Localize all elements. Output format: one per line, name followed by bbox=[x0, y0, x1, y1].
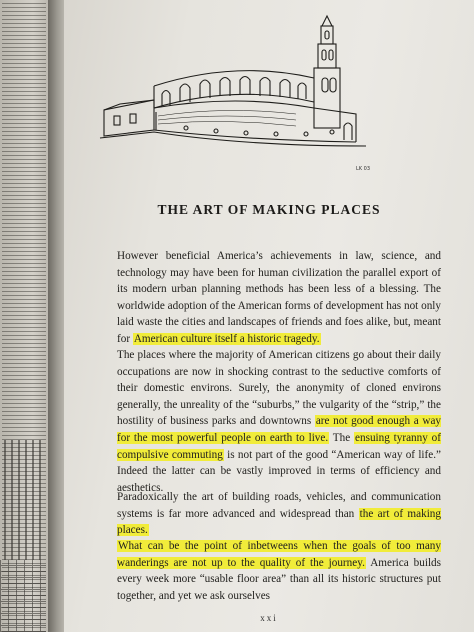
facing-page-colonnade bbox=[4, 440, 44, 560]
chapter-title: THE ART OF MAKING PLACES bbox=[157, 202, 381, 217]
building-illustration bbox=[96, 8, 376, 178]
paragraph-3 bbox=[117, 489, 441, 539]
paragraph-4-text: America builds every week more “usable floor area” than all its historic structures put together, and yet we ask ourselves bbox=[117, 556, 442, 602]
paragraph-2 bbox=[117, 347, 441, 496]
page-number: xxi bbox=[260, 613, 278, 623]
paragraph-3-text: Paradoxically the art of building roads, vehicles, and communication systems is far more advanced and widespread than bbox=[117, 491, 441, 520]
facing-page-brickwork bbox=[0, 560, 46, 632]
highlight-art-of-making-places: the art of making places. bbox=[117, 507, 441, 537]
highlight-inbetweens: What can be the point of inbetweens when the goals of too many wanderings are not up to the quality of the journey. bbox=[117, 540, 441, 569]
paragraph-2-text-c: is not part of the good “American way of life.” Indeed the latter can be vastly improved in terms of efficiency and aesthetics. bbox=[117, 448, 441, 494]
paragraph-1-text: However beneficial America’s achievements in law, science, and technology may have been for human civilization the parallel export of its modern urban planning methods has been less of a blessing. The worldwide adoption of the American forms of development has not only laid waste the cities and landscapes of friends and foes alike, but, meant for bbox=[117, 250, 441, 345]
highlight-not-good-enough: are not good enough a way for the most powerful people on earth to live. bbox=[117, 415, 441, 444]
paragraph-4 bbox=[117, 538, 441, 604]
paragraph-2-text-b: The bbox=[329, 431, 355, 444]
paragraph-1 bbox=[117, 248, 441, 348]
illustration-credit: LK 03 bbox=[356, 166, 371, 172]
highlight-american-culture: American culture itself a historic tragedy. bbox=[133, 332, 320, 345]
highlight-compulsive-commuting: ensuing tyranny of compulsive commuting bbox=[117, 431, 441, 461]
paragraph-2-text-a: The places where the majority of American citizens go about their daily occupations are now in shocking contrast to the seductive comforts of their domestic environs. Surely, the anonymity of cloned environs generally, the unreality of the “suburbs,” the vulgarity of the “strip,” the hostility of business parks and downtowns bbox=[117, 349, 441, 428]
